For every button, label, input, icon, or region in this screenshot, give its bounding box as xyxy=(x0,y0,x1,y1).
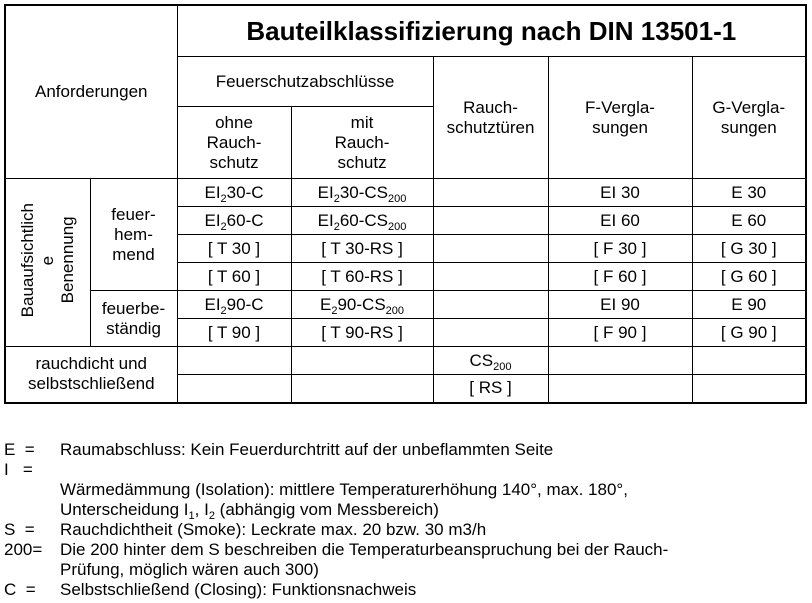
legend-key: S = xyxy=(4,520,35,539)
cell-r6-g: [ G 90 ] xyxy=(692,319,806,347)
cell-r8-mit xyxy=(291,375,433,403)
cell-r7-mit xyxy=(291,347,433,375)
cell-r7-ohne xyxy=(177,347,291,375)
cell-r5-mit: $E_290-CS_{200}$ xyxy=(291,291,433,319)
cell-r8-g xyxy=(692,375,806,403)
cell-r6-rauch xyxy=(433,319,548,347)
cell-r7-g xyxy=(692,347,806,375)
cell-r3-g: [ G 30 ] xyxy=(692,235,806,263)
cell-r4-rauch xyxy=(433,263,548,291)
cell-r8-ohne xyxy=(177,375,291,403)
cell-r2-f: EI 60 xyxy=(548,207,692,235)
ohne-rauchschutz-header: ohne Rauch- schutz xyxy=(177,107,291,179)
legend-text: Selbstschließend (Closing): Funktionsnachweis xyxy=(60,580,417,599)
feuerbestaendig-label: feuerbe- ständig xyxy=(90,291,177,347)
legend-key: C = xyxy=(4,580,36,599)
legend-text: Rauchdichtheit (Smoke): Leckrate max. 20 bzw. 30 m3/h xyxy=(60,520,487,539)
cell-r1-f: EI 30 xyxy=(548,179,692,207)
cell-r2-ohne: $EI_260-C$ xyxy=(177,207,291,235)
cell-r5-ohne: $EI_290-C$ xyxy=(177,291,291,319)
g-verglasungen-header: G-Vergla- sungen xyxy=(692,57,806,179)
legend-item-c xyxy=(4,580,804,600)
cell-r1-mit: $EI_230-CS_{200}$ xyxy=(291,179,433,207)
legend-key: I = xyxy=(4,460,33,479)
cell-r6-ohne: [ T 90 ] xyxy=(177,319,291,347)
legend-text: Wärmedämmung (Isolation): mittlere Temperaturerhöhung 140°, max. 180°, Unterscheidung $I_1$, $I_2$ (abhängig vom Messbereich) xyxy=(60,480,628,522)
cell-r3-ohne: [ T 30 ] xyxy=(177,235,291,263)
classification-table xyxy=(4,4,807,404)
cell-r1-rauch xyxy=(433,179,548,207)
cell-r1-ohne: $EI_230-C$ xyxy=(177,179,291,207)
f-verglasungen-header: F-Vergla- sungen xyxy=(548,57,692,179)
legend-text: Die 200 hinter dem S beschreiben die Temperaturbeanspruchung bei der Rauch- Prüfung, möglich wären auch 300) xyxy=(60,540,669,579)
cell-r4-mit: [ T 60-RS ] xyxy=(291,263,433,291)
legend-item-s xyxy=(4,520,804,540)
legend-item-i xyxy=(4,460,804,520)
cell-r4-ohne: [ T 60 ] xyxy=(177,263,291,291)
cell-r3-mit: [ T 30-RS ] xyxy=(291,235,433,263)
bauaufsichtliche-benennung-cell xyxy=(5,179,90,347)
legend-item-e xyxy=(4,440,804,460)
cell-r1-g: E 30 xyxy=(692,179,806,207)
rauchschutztueren-header: Rauch- schutztüren xyxy=(433,57,548,179)
cell-r3-f: [ F 30 ] xyxy=(548,235,692,263)
cell-r8-rauch: [ RS ] xyxy=(433,375,548,403)
cell-r6-f: [ F 90 ] xyxy=(548,319,692,347)
legend xyxy=(4,440,804,600)
cell-r5-rauch xyxy=(433,291,548,319)
table-title: Bauteilklassifizierung nach DIN 13501-1 xyxy=(177,5,806,57)
cell-r4-f: [ F 60 ] xyxy=(548,263,692,291)
cell-r7-rauch: $CS_{200}$ xyxy=(433,347,548,375)
cell-r3-rauch xyxy=(433,235,548,263)
cell-r7-f xyxy=(548,347,692,375)
legend-key: 200= xyxy=(4,540,43,559)
cell-r5-g: E 90 xyxy=(692,291,806,319)
feuerschutzabschluesse-header: Feuerschutzabschlüsse xyxy=(177,57,433,107)
cell-r6-mit: [ T 90-RS ] xyxy=(291,319,433,347)
cell-r2-mit: $EI_260-CS_{200}$ xyxy=(291,207,433,235)
cell-r4-g: [ G 60 ] xyxy=(692,263,806,291)
legend-text: Raumabschluss: Kein Feuerdurchtritt auf der unbeflammten Seite xyxy=(60,440,554,459)
rauchdicht-label: rauchdicht und selbstschließend xyxy=(5,347,177,403)
cell-r2-rauch xyxy=(433,207,548,235)
cell-r5-f: EI 90 xyxy=(548,291,692,319)
bauaufsichtliche-benennung-label: Bauaufsichtlich e Benennung xyxy=(17,202,77,318)
cell-r8-f xyxy=(548,375,692,403)
legend-item-200 xyxy=(4,540,804,580)
mit-rauchschutz-header: mit Rauch- schutz xyxy=(291,107,433,179)
cell-r2-g: E 60 xyxy=(692,207,806,235)
legend-key: E = xyxy=(4,440,35,459)
anforderungen-header: Anforderungen xyxy=(5,5,177,179)
feuerhemmend-label: feuer- hem- mend xyxy=(90,179,177,291)
